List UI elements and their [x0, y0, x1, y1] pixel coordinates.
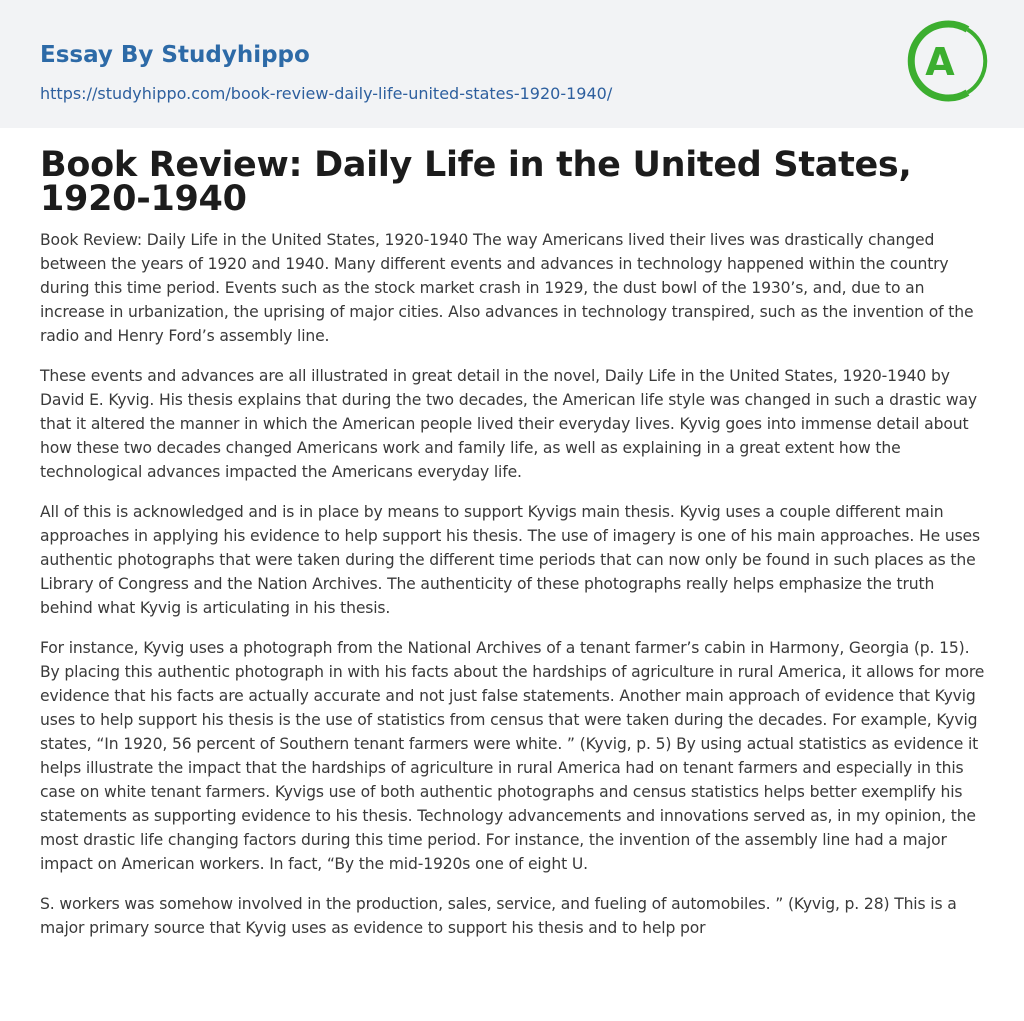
article	[40, 145, 985, 956]
site-brand[interactable]: Essay By Studyhippo	[40, 42, 310, 68]
site-header	[0, 0, 1024, 128]
source-url-link[interactable]: https://studyhippo.com/book-review-daily-life-united-states-1920-1940/	[40, 84, 613, 103]
paragraph-3: All of this is acknowledged and is in place by means to support Kyvigs main thesis. Kyvig uses a couple different main approaches in applying his evidence to help support his thesis. The use of imagery is one of his main approaches. He uses authentic photographs that were taken during the different time periods that can now only be found in such places as the Library of Congress and the Nation Archives. The authenticity of these photographs really helps emphasize the truth behind what Kyvig is articulating in his thesis.	[40, 503, 980, 617]
paragraph-2: These events and advances are all illustrated in great detail in the novel, Daily Life in the United States, 1920-1940 by David E. Kyvig. His thesis explains that during the two decades, the American life style was changed in such a drastic way that it altered the manner in which the American people lived their everyday lives. Kyvig goes into immense detail about how these two decades changed Americans work and family life, as well as explaining in a great extent how the technological advances impacted the Americans everyday life.	[40, 367, 978, 481]
paragraph-1: Book Review: Daily Life in the United States, 1920-1940 The way Americans lived their lives was drastically changed between the years of 1920 and 1940. Many different events and advances in technology happened within the country during this time period. Events such as the stock market crash in 1929, the dust bowl of the 1930’s, and, due to an increase in urbanization, the uprising of major cities. Also advances in technology transpired, such as the invention of the radio and Henry Ford’s assembly line.	[40, 231, 974, 345]
page-title: Book Review: Daily Life in the United States, 1920-1940	[40, 145, 912, 219]
logo-letter: A	[925, 40, 955, 84]
paragraph-5: S. workers was somehow involved in the production, sales, service, and fueling of automobiles. ” (Kyvig, p. 28) This is a major primary source that Kyvig uses as evidence to support his thesis and to help por	[40, 895, 957, 937]
studyhippo-logo-icon[interactable]	[904, 18, 990, 104]
paragraph-4: For instance, Kyvig uses a photograph from the National Archives of a tenant farmer’s cabin in Harmony, Georgia (p. 15). By placing this authentic photograph in with his facts about the hardships of agriculture in rural America, it allows for more evidence that his facts are actually accurate and not just false statements. Another main approach of evidence that Kyvig uses to help support his thesis is the use of statistics from census that were taken during the decades. For example, Kyvig states, “In 1920, 56 percent of Southern tenant farmers were white. ” (Kyvig, p. 5) By using actual statistics as evidence it helps illustrate the impact that the hardships of agriculture in rural America had on tenant farmers and especially in this case on white tenant farmers. Kyvigs use of both authentic photographs and census statistics helps better exemplify his statements as supporting evidence to his thesis. Technology advancements and innovations served as, in my opinion, the most drastic life changing factors during this time period. For instance, the invention of the assembly line had a major impact on American workers. In fact, “By the mid-1920s one of eight U.	[40, 639, 985, 873]
